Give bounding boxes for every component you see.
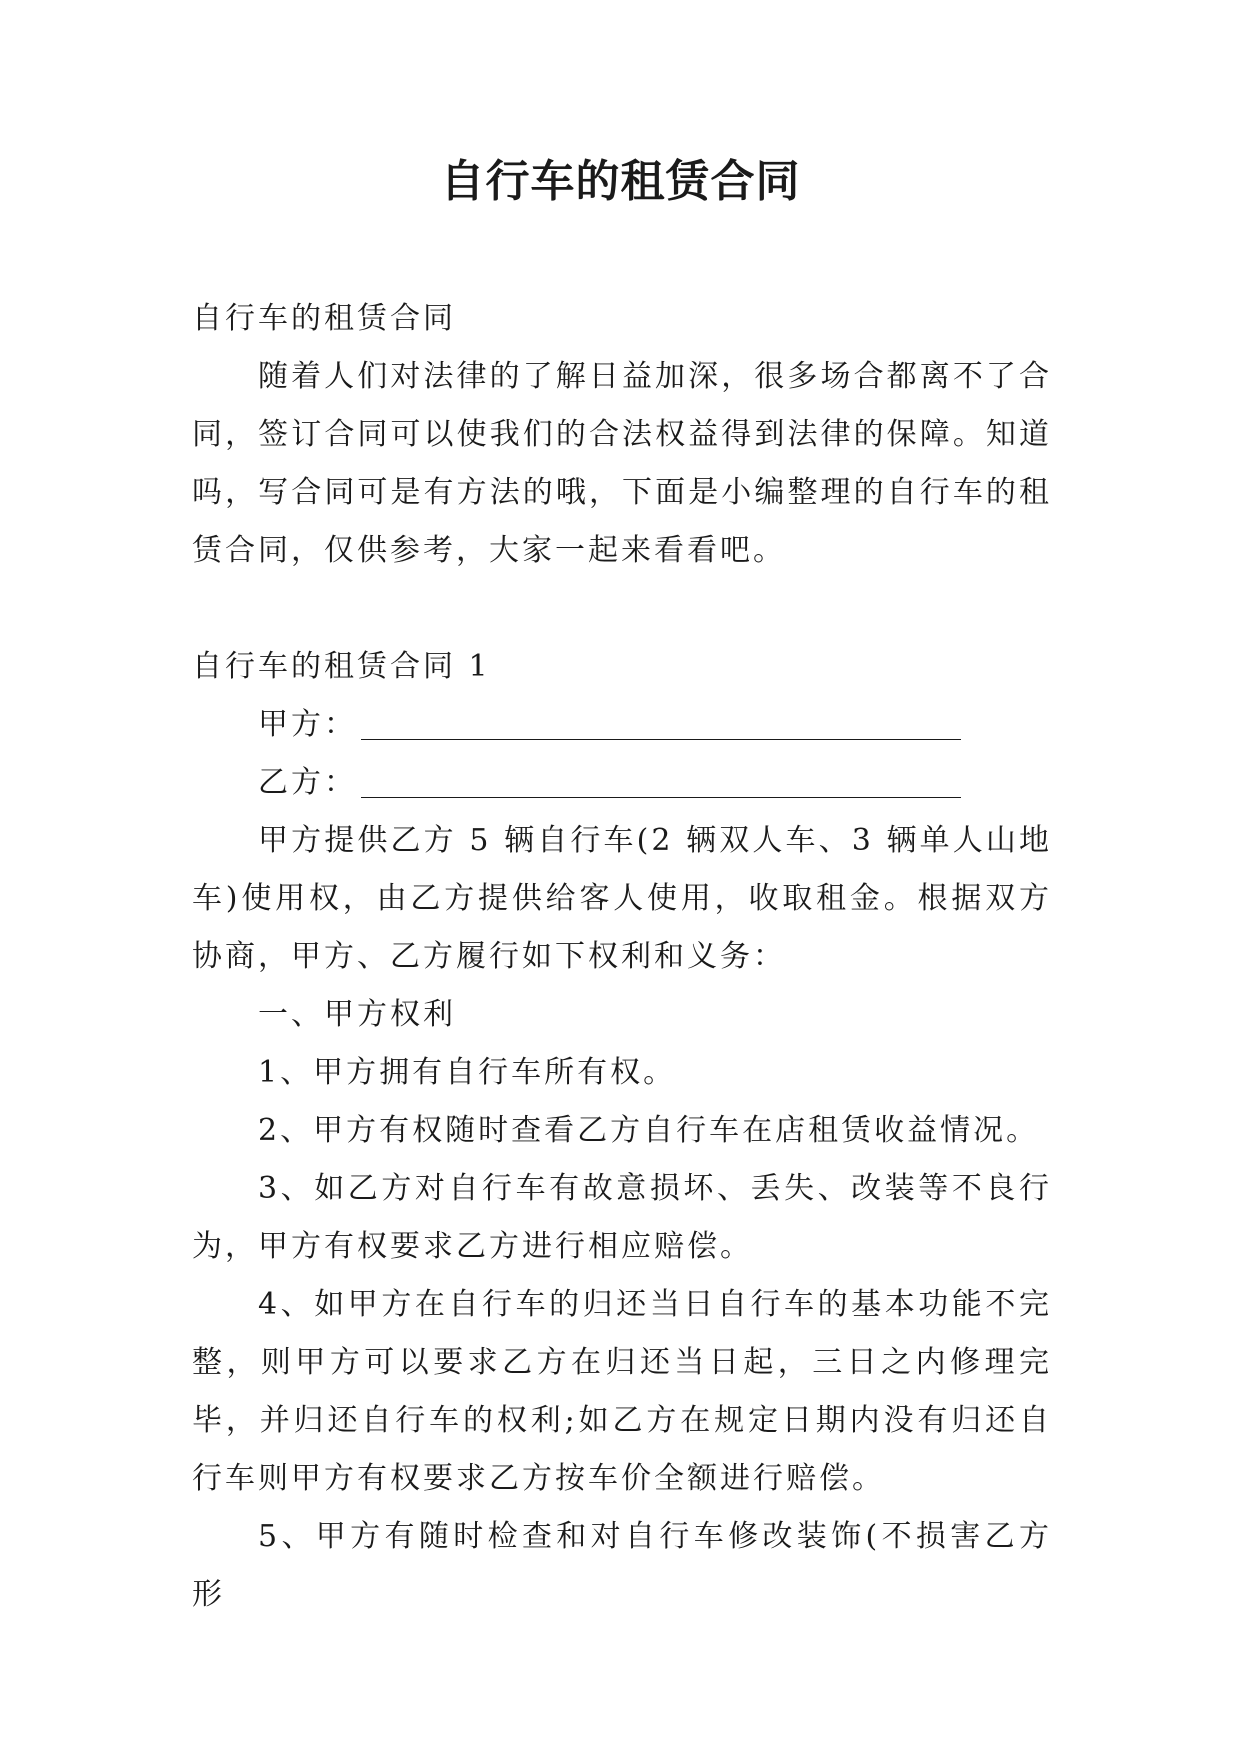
party-b-line [192,754,1052,812]
document-title: 自行车的租赁合同 [440,156,801,207]
clause-item: 1、甲方拥有自行车所有权。 [258,1055,677,1090]
provide-paragraph: 甲方提供乙方 5 辆自行车(2 辆双人车、3 辆单人山地车)使用权，由乙方提供给客人使用，收取租金。根据双方协商，甲方、乙方履行如下权利和义务： [192,823,1052,974]
clause-item: 3、如乙方对自行车有故意损坏、丢失、改装等不良行为，甲方有权要求乙方进行相应赔偿。 [192,1171,1052,1264]
section-heading: 自行车的租赁合同 1 [192,649,491,684]
party-a-label: 甲方： [258,707,357,742]
party-b-blank [361,771,961,798]
clause-item: 2、甲方有权随时查看乙方自行车在店租赁收益情况。 [258,1113,1040,1148]
rights-heading: 一、甲方权利 [258,997,456,1032]
party-a-line [192,696,1052,754]
party-b-label: 乙方： [258,765,357,800]
paragraph-gap [192,580,1052,638]
clause-item: 5、甲方有随时检查和对自行车修改装饰(不损害乙方形 [192,1519,1052,1612]
clause-item: 4、如甲方在自行车的归还当日自行车的基本功能不完整，则甲方可以要求乙方在归还当日起，三日之内修理完毕，并归还自行车的权利;如乙方在规定日期内没有归还自行车则甲方有权要求乙方按车价全额进行赔偿。 [192,1287,1052,1496]
document-subtitle: 自行车的租赁合同 [192,301,456,336]
document-body [192,290,1052,1624]
intro-paragraph: 随着人们对法律的了解日益加深，很多场合都离不了合同，签订合同可以使我们的合法权益得到法律的保障。知道吗，写合同可是有方法的哦，下面是小编整理的自行车的租赁合同，仅供参考，大家一起来看看吧。 [192,359,1052,568]
party-a-blank [361,713,961,740]
